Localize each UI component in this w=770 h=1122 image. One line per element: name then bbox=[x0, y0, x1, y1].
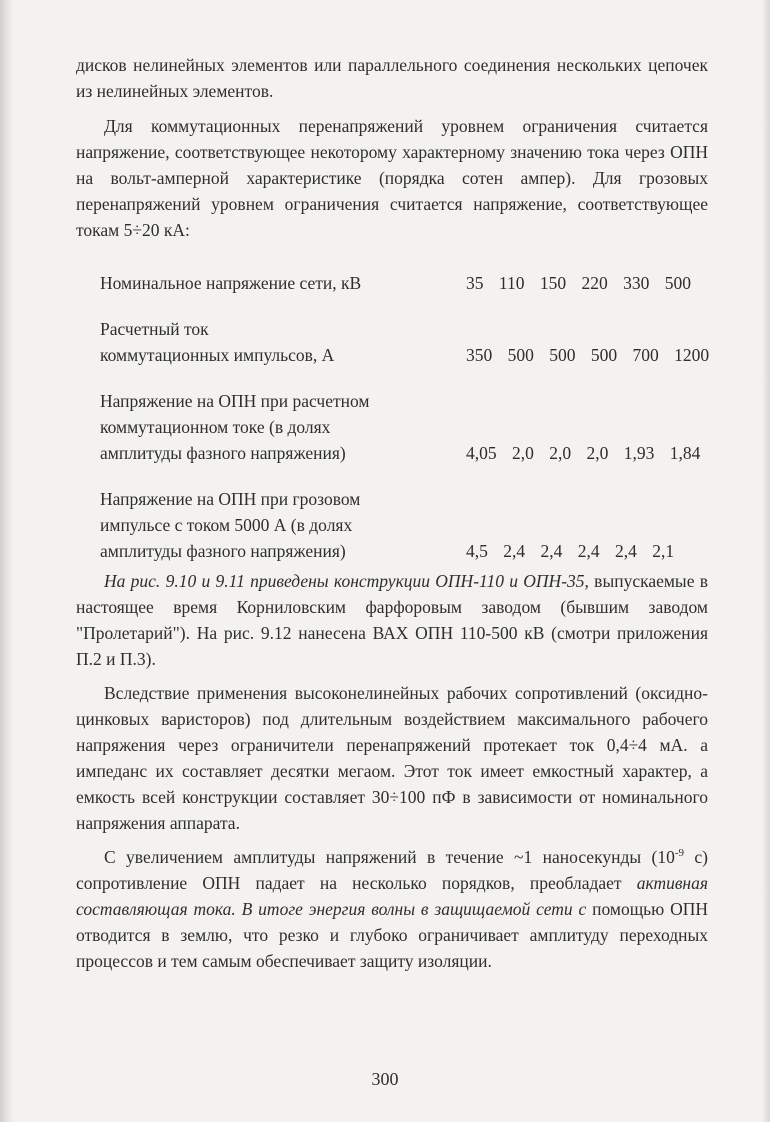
table-cell: 2,0 bbox=[586, 443, 609, 463]
table-cell: 2,0 bbox=[512, 443, 534, 463]
varistors-paragraph: Вследствие применения высоконелинейных рабочих сопротивлений (оксидно-цинковых варисторов) под длительным воздействием максимального рабочего напряжения через ограничители перенапряжений протекает ток 0,4÷4 мА. а импеданс их составляет десятки мегаом. Этот ток имеет емкостный характер, а емкость всей конструкции составляет 30÷100 пФ в зависимости от номинального напряжения аппарата. bbox=[76, 683, 708, 833]
row-values bbox=[466, 538, 685, 564]
table-row bbox=[100, 270, 710, 296]
table-cell: 150 bbox=[539, 273, 567, 293]
page-number: 300 bbox=[371, 1069, 399, 1089]
page-edge-shadow-left bbox=[0, 0, 14, 1122]
table-cell: 2,4 bbox=[503, 541, 526, 561]
table-cell: 700 bbox=[632, 345, 659, 365]
table-cell: 4,05 bbox=[466, 443, 497, 463]
table-cell: 1200 bbox=[674, 345, 710, 365]
final-paragraph-italic: активная составляющая тока. В итоге энергия волны в защищаемой сети с bbox=[76, 873, 708, 919]
continued-paragraph: дисков нелинейных элементов или параллельного соединения нескольких цепочек из нелинейных элементов. bbox=[76, 55, 708, 101]
table-cell: 500 bbox=[664, 273, 691, 293]
final-paragraph-part-b: с) сопротивление ОПН падает на несколько порядков, преобладает bbox=[76, 847, 708, 893]
row-label: Напряжение на ОПН при расчетном коммутационном токе (в долях амплитуды фазного напряжения) bbox=[100, 391, 370, 463]
final-paragraph bbox=[76, 844, 708, 974]
table-cell: 500 bbox=[590, 345, 618, 365]
figures-reference-italic: На рис. 9.10 и 9.11 приведены конструкции ОПН-110 и ОПН-35, bbox=[104, 571, 589, 591]
table-row bbox=[100, 388, 710, 466]
table-row bbox=[100, 316, 710, 368]
table-cell: 2,4 bbox=[577, 541, 600, 561]
table-cell: 1,93 bbox=[623, 443, 655, 463]
table-cell: 220 bbox=[581, 273, 608, 293]
table-cell: 1,84 bbox=[669, 443, 701, 463]
row-label: Напряжение на ОПН при грозовом импульсе с током 5000 А (в долях амплитуды фазного напряжения) bbox=[100, 489, 361, 561]
intro-paragraph: Для коммутационных перенапряжений уровнем ограничения считается напряжение, соответствующее некоторому характерному значению тока через ОПН на вольт-амперной характеристике (порядка сотен ампер). Для грозовых перенапряжений уровнем ограничения считается напряжение, соответствующее токам 5÷20 кА: bbox=[76, 116, 708, 240]
row-values bbox=[466, 342, 720, 368]
row-label: Номинальное напряжение сети, кВ bbox=[100, 273, 362, 293]
upper-text-block bbox=[76, 52, 708, 243]
table-cell: 35 bbox=[466, 273, 484, 293]
figures-paragraph bbox=[76, 568, 708, 672]
table-cell: 330 bbox=[623, 273, 650, 293]
table-cell: 500 bbox=[507, 345, 534, 365]
row-label: Расчетный ток коммутационных импульсов, А bbox=[100, 319, 335, 365]
table-cell: 2,1 bbox=[652, 541, 675, 561]
lower-text-block bbox=[76, 568, 708, 974]
table-cell: 4,5 bbox=[466, 541, 488, 561]
table-cell: 2,0 bbox=[549, 443, 572, 463]
table-cell: 500 bbox=[549, 345, 576, 365]
row-values bbox=[466, 270, 702, 296]
table-cell: 2,4 bbox=[615, 541, 637, 561]
table-cell: 350 bbox=[466, 345, 493, 365]
parameters-table bbox=[100, 270, 710, 564]
table-row bbox=[100, 486, 710, 564]
row-values bbox=[466, 440, 711, 466]
figures-paragraph-text: выпускаемые в настоящее время Корниловским фарфоровым заводом (бывшим заводом "Пролетарий"). На рис. 9.12 нанесена ВАХ ОПН 110-500 кВ (смотри приложения П.2 и П.3). bbox=[76, 571, 708, 669]
final-paragraph-part-c: помощью ОПН отводится в землю, что резко и глубоко ограничивает амплитуду переходных процессов и тем самым обеспечивает защиту изоляции. bbox=[76, 899, 708, 971]
table-cell: 110 bbox=[498, 273, 525, 293]
table-cell: 2,4 bbox=[540, 541, 563, 561]
final-paragraph-part-a: С увеличением амплитуды напряжений в течение ~1 наносекунды (10 bbox=[104, 847, 675, 867]
exponent: -9 bbox=[674, 847, 684, 860]
page-edge-shadow-right bbox=[762, 0, 770, 1122]
